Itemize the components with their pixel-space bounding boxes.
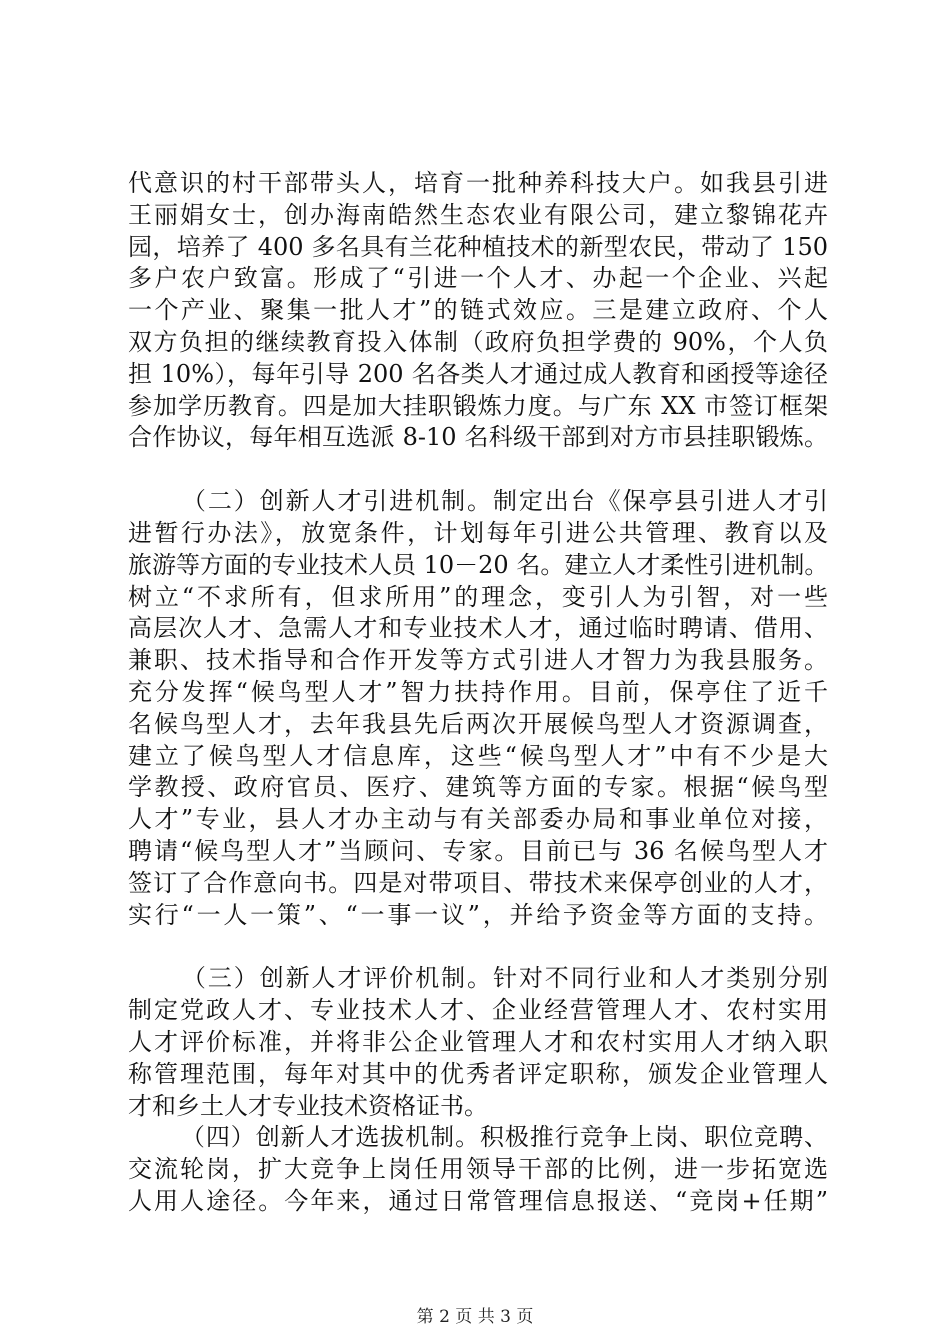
text-line: 称管理范围，每年对其中的优秀者评定职称，颁发企业管理人 [128, 1059, 828, 1088]
text-line: 合作协议，每年相互选派 8-10 名科级干部到对方市县挂职锻炼。 [128, 423, 828, 452]
text-line: 担 10%），每年引导 200 名各类人才通过成人教育和函授等途径 [128, 359, 828, 388]
text-line: 王丽娟女士，创办海南皓然生态农业有限公司，建立黎锦花卉 [128, 200, 828, 229]
text-line: 充分发挥“候鸟型人才”智力扶持作用。目前，保亭住了近千 [128, 677, 828, 706]
text-line: 聘请“候鸟型人才”当顾问、专家。目前已与 36 名候鸟型人才 [128, 836, 828, 865]
text-line: 进暂行办法》，放宽条件，计划每年引进公共管理、教育以及 [128, 518, 828, 547]
text-line-indented [128, 1122, 828, 1154]
text-line: 人用人途径。今年来，通过日常管理信息报送、“竞岗+任期” [128, 1186, 828, 1215]
paragraph-2 [128, 486, 828, 931]
paragraph-spacer [128, 931, 828, 963]
paragraph-3-end [128, 1091, 828, 1123]
text-line: 旅游等方面的专业技术人员 10－20 名。建立人才柔性引进机制。 [128, 550, 829, 579]
text-line: 建立了候鸟型人才信息库，这些“候鸟型人才”中有不少是大 [128, 741, 828, 770]
text-line: 交流轮岗，扩大竞争上岗任用领导干部的比例，进一步拓宽选 [128, 1155, 828, 1184]
paragraph-1 [128, 168, 828, 454]
text-line: 名候鸟型人才，去年我县先后两次开展候鸟型人才资源调查， [128, 709, 828, 738]
text-line: 园，培养了 400 多名具有兰花种植技术的新型农民，带动了 150 [128, 232, 828, 261]
text-line: 树立“不求所有，但求所用”的理念，变引人为引智，对一些 [128, 582, 828, 611]
page-footer: 第 2 页 共 3 页 [416, 1307, 534, 1327]
text-line: 双方负担的继续教育投入体制（政府负担学费的 90%，个人负 [128, 327, 828, 356]
text-line: 代意识的村干部带头人，培育一批种养科技大户。如我县引进 [128, 169, 828, 197]
text-line-indented [128, 963, 828, 995]
text-line: 才和乡土人才专业技术资格证书。 [128, 1091, 488, 1120]
text-line: 多户农户致富。形成了“引进一个人才、办起一个企业、兴起 [128, 264, 828, 293]
text-line-content: （四）创新人才选拔机制。积极推行竞争上岗、职位竞聘、 [180, 1123, 828, 1152]
text-line: 制定党政人才、专业技术人才、企业经营管理人才、农村实用 [128, 996, 828, 1025]
text-line-content: （二）创新人才引进机制。制定出台《保亭县引进人才引 [180, 487, 828, 516]
text-line-indented [128, 486, 828, 518]
text-line: 一个产业、聚集一批人才”的链式效应。三是建立政府、个人 [128, 296, 828, 325]
document-body [128, 168, 828, 1218]
text-line: 高层次人才、急需人才和专业技术人才，通过临时聘请、借用、 [128, 614, 828, 643]
text-line: 参加学历教育。四是加大挂职锻炼力度。与广东 XX 市签订框架 [128, 391, 828, 420]
paragraph-4 [128, 1122, 828, 1217]
paragraph-3 [128, 963, 828, 1090]
text-line: 签订了合作意向书。四是对带项目、带技术来保亭创业的人才， [128, 868, 828, 897]
text-line: 学教授、政府官员、医疗、建筑等方面的专家。根据“候鸟型 [128, 773, 828, 802]
paragraph-spacer [128, 454, 828, 486]
text-line: 人才评价标准，并将非公企业管理人才和农村实用人才纳入职 [128, 1027, 828, 1056]
text-line: 实行“一人一策”、“一事一议”，并给予资金等方面的支持。 [128, 900, 828, 929]
text-line: 兼职、技术指导和合作开发等方式引进人才智力为我县服务。 [128, 646, 828, 675]
text-line-content: （三）创新人才评价机制。针对不同行业和人才类别分别 [180, 964, 828, 993]
text-line: 人才”专业，县人才办主动与有关部委办局和事业单位对接， [128, 805, 828, 834]
